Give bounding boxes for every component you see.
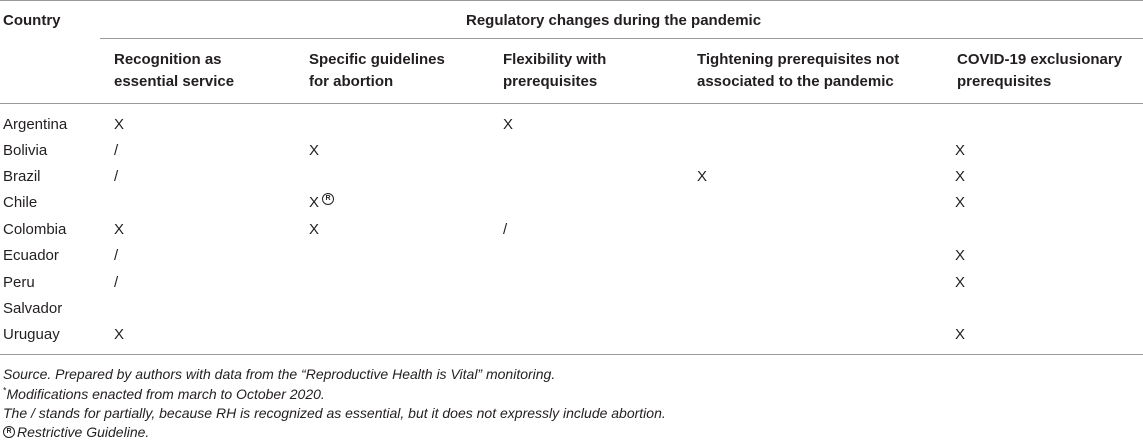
country-cell: Peru: [3, 274, 35, 291]
table-cell: X: [955, 247, 966, 264]
table-bottom-rule: [0, 354, 1143, 355]
restrictive-guideline-text: Restrictive Guideline.: [17, 424, 150, 440]
table-cell: X: [955, 274, 966, 291]
table-cell: /: [503, 221, 508, 238]
group-header-rule: [100, 38, 1143, 39]
column-header-line: associated to the pandemic: [697, 73, 894, 90]
restrictive-guideline-icon: R: [322, 193, 334, 205]
country-cell: Chile: [3, 194, 38, 211]
column-header-line: Specific guidelines: [309, 51, 445, 68]
table-cell: X: [114, 116, 125, 133]
column-header-tightening: [697, 49, 899, 93]
column-header-covid-exclusionary: [957, 49, 1122, 93]
table-cell: X: [955, 142, 966, 159]
table-cell: /: [114, 168, 119, 185]
table-cell-value: X: [309, 194, 320, 211]
country-cell: Colombia: [3, 221, 67, 238]
modifications-text: Modifications enacted from march to October 2020.: [6, 386, 325, 402]
column-header-line: prerequisites: [957, 73, 1052, 90]
column-header-line: essential service: [114, 73, 235, 90]
table-cell-chile-guidelines: [309, 192, 334, 214]
country-cell: Bolivia: [3, 142, 48, 159]
table-cell: X: [697, 168, 708, 185]
column-header-line: Flexibility with: [503, 51, 607, 68]
column-header-line: Tightening prerequisites not: [697, 51, 900, 68]
column-header-specific-guidelines: [309, 49, 445, 93]
table-cell: X: [955, 168, 966, 185]
source-note: Source. Prepared by authors with data from the “Reproductive Health is Vital” monitoring.: [3, 366, 556, 382]
table-cell: X: [114, 326, 125, 343]
table-cell: X: [503, 116, 514, 133]
country-cell: Argentina: [3, 116, 68, 133]
asterisk-mark: *: [3, 385, 7, 396]
country-cell: Brazil: [3, 168, 41, 185]
column-header-line: COVID-19 exclusionary: [957, 51, 1123, 68]
table-cell: X: [309, 221, 320, 238]
country-cell: Salvador: [3, 300, 63, 317]
top-rule: [0, 0, 1143, 1]
group-header: Regulatory changes during the pandemic: [466, 12, 762, 29]
modifications-note: [3, 384, 325, 404]
column-header-line: prerequisites: [503, 73, 598, 90]
country-cell: Uruguay: [3, 326, 60, 343]
table-cell: X: [114, 221, 125, 238]
header-bottom-rule: [0, 103, 1143, 104]
table-cell: X: [955, 194, 966, 211]
table-cell: /: [114, 142, 119, 159]
column-header-line: for abortion: [309, 73, 394, 90]
table-cell: /: [114, 274, 119, 291]
table-cell: X: [955, 326, 966, 343]
column-header-line: Recognition as: [114, 51, 222, 68]
country-header: Country: [3, 12, 61, 29]
table-cell: X: [309, 142, 320, 159]
slash-explanation-note: The / stands for partially, because RH is recognized as essential, but it does not expressly include abortion.: [3, 405, 666, 421]
restrictive-guideline-note: [3, 422, 149, 442]
column-header-flexibility: [503, 49, 606, 93]
table-cell: /: [114, 247, 119, 264]
restrictive-guideline-icon: R: [3, 426, 15, 438]
column-header-essential-service: [114, 49, 234, 93]
country-cell: Ecuador: [3, 247, 59, 264]
